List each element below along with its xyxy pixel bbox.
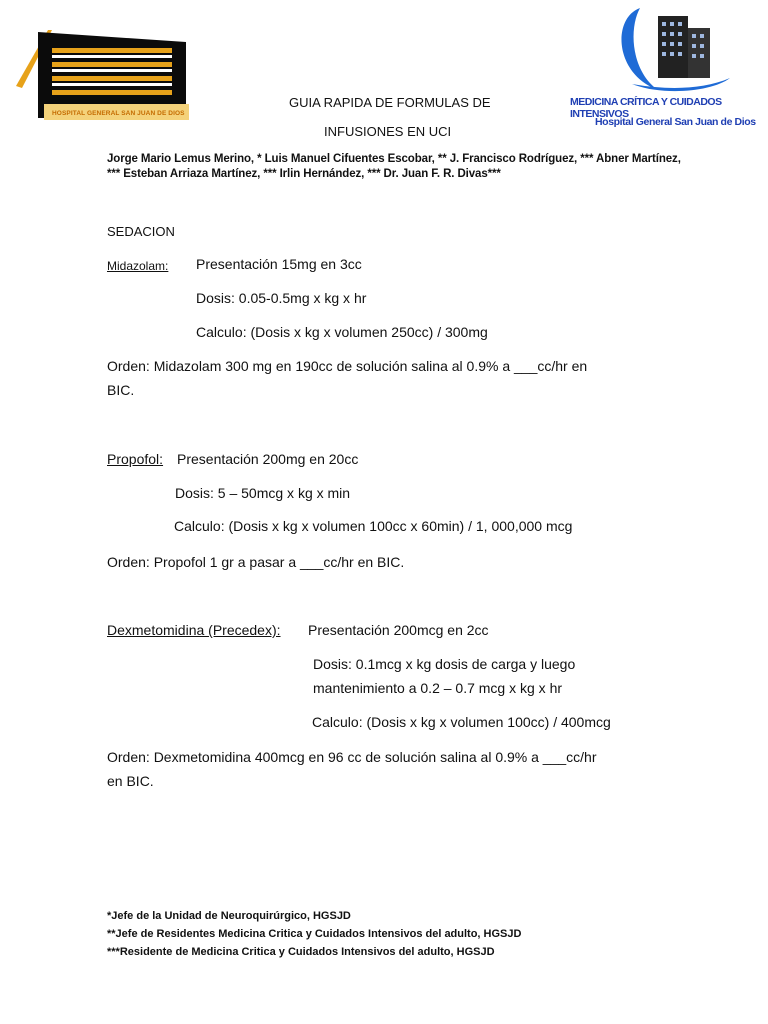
- midazolam-name: Midazolam:: [107, 259, 169, 273]
- propofol-dosis: Dosis: 5 – 50mcg x kg x min: [175, 485, 351, 501]
- midazolam-presentacion: Presentación 15mg en 3cc: [196, 256, 362, 272]
- right-logo-title: MEDICINA CRÍTICA Y CUIDADOS INTENSIVOS: [570, 96, 722, 120]
- propofol-orden: Orden: Propofol 1 gr a pasar a ___cc/hr en BIC.: [107, 554, 405, 570]
- midazolam-calculo: Calculo: (Dosis x kg x volumen 250cc) / 300mg: [196, 324, 488, 340]
- dexmetomidina-presentacion: Presentación 200mcg en 2cc: [308, 622, 489, 638]
- footnote-1: *Jefe de la Unidad de Neuroquirúrgico, HGSJD: [107, 910, 351, 922]
- midazolam-dosis: Dosis: 0.05-0.5mg x kg x hr: [196, 290, 367, 306]
- right-logo-subtitle: Hospital General San Juan de Dios: [595, 116, 756, 128]
- dexmetomidina-orden-line-2: en BIC.: [107, 773, 154, 789]
- section-heading: SEDACION: [107, 224, 175, 239]
- doc-title-line-1: GUIA RAPIDA DE FORMULAS DE: [289, 95, 491, 110]
- icu-logo-right: [562, 4, 768, 136]
- propofol-name: Propofol:: [107, 451, 164, 467]
- dexmetomidina-dosis-line-2: mantenimiento a 0.2 – 0.7 mcg x kg x hr: [313, 680, 563, 696]
- footnote-3: ***Residente de Medicina Critica y Cuidados Intensivos del adulto, HGSJD: [107, 946, 495, 958]
- doc-title-line-2: INFUSIONES EN UCI: [324, 124, 452, 139]
- propofol-presentacion: Presentación 200mg en 20cc: [177, 451, 359, 467]
- hospital-logo-left: [8, 26, 193, 136]
- midazolam-orden-line-1: Orden: Midazolam 300 mg en 190cc de solución salina al 0.9% a ___cc/hr en: [107, 358, 588, 374]
- dexmetomidina-name: Dexmetomidina (Precedex):: [107, 622, 281, 638]
- dexmetomidina-orden-line-1: Orden: Dexmetomidina 400mcg en 96 cc de solución salina al 0.9% a ___cc/hr: [107, 749, 597, 765]
- authors-line-2: *** Esteban Arriaza Martínez, *** Irlin Hernández, *** Dr. Juan F. R. Divas***: [107, 168, 501, 180]
- icu-building-icon: [562, 4, 768, 96]
- dexmetomidina-calculo: Calculo: (Dosis x kg x volumen 100cc) / 400mcg: [312, 714, 611, 730]
- authors-line-1: Jorge Mario Lemus Merino, * Luis Manuel Cifuentes Escobar, ** J. Francisco Rodríguez, *** Abner Martínez,: [107, 153, 681, 165]
- dexmetomidina-dosis-line-1: Dosis: 0.1mcg x kg dosis de carga y luego: [313, 656, 576, 672]
- midazolam-orden-line-2: BIC.: [107, 382, 135, 398]
- hospital-building-icon: [8, 26, 193, 136]
- footnote-2: **Jefe de Residentes Medicina Critica y Cuidados Intensivos del adulto, HGSJD: [107, 928, 522, 940]
- propofol-calculo: Calculo: (Dosis x kg x volumen 100cc x 60min) / 1, 000,000 mcg: [174, 518, 573, 534]
- left-logo-text: HOSPITAL GENERAL SAN JUAN DE DIOS: [52, 110, 185, 117]
